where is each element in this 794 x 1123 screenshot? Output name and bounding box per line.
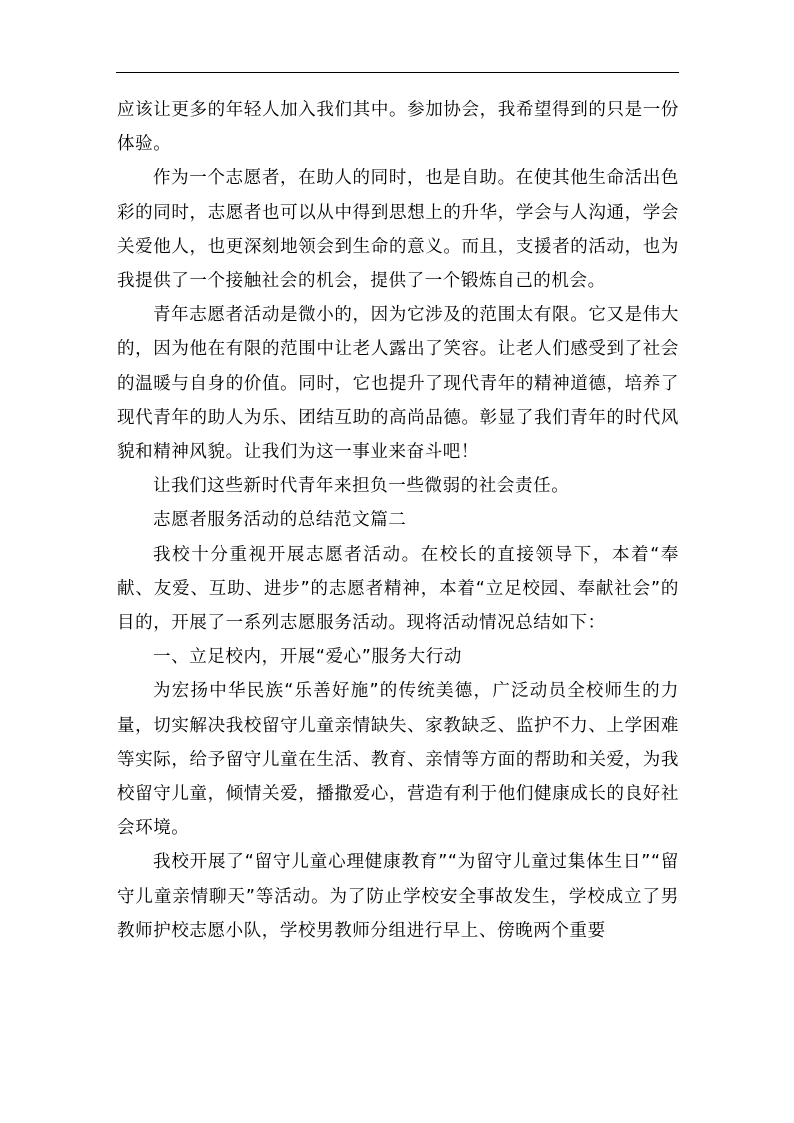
paragraph: 让我们这些新时代青年来担负一些微弱的社会责任。 xyxy=(153,476,570,497)
paragraph: 青年志愿者活动是微小的，因为它涉及的范围太有限。它又是伟大的，因为他在有限的范围中让老人露出了笑容。让老人们感受到了社会的温暖与自身的价值。同时，它也提升了现代青年的精神道德，培养了现代青年的助人为乐、团结互助的高尚品德。彰显了我们青年的时代风貌和精神风貌。让我们为这一事业来奋斗吧！ xyxy=(117,305,679,463)
document-body xyxy=(117,93,679,948)
header-rule xyxy=(116,72,679,73)
paragraph: 应该让更多的年轻人加入我们其中。参加协会，我希望得到的只是一份体验。 xyxy=(117,100,679,155)
section-heading: 志愿者服务活动的总结范文篇二 xyxy=(153,510,407,531)
paragraph: 作为一个志愿者，在助人的同时，也是自助。在使其他生命活出色彩的同时，志愿者也可以从中得到思想上的升华，学会与人沟通，学会关爱他人，也更深刻地领会到生命的意义。而且，支援者的活动，也为我提供了一个接触社会的机会，提供了一个锻炼自己的机会。 xyxy=(117,168,679,292)
subsection-heading: 一、立足校内，开展“爱心”服务大行动 xyxy=(153,647,462,668)
paragraph: 为宏扬中华民族“乐善好施”的传统美德，广泛动员全校师生的力量，切实解决我校留守儿童亲情缺失、家教缺乏、监护不力、上学困难等实际，给予留守儿童在生活、教育、亲情等方面的帮助和关爱，为我校留守儿童，倾情关爱，播撒爱心，营造有利于他们健康成长的良好社会环境。 xyxy=(117,681,679,839)
paragraph: 我校十分重视开展志愿者活动。在校长的直接领导下，本着“奉献、友爱、互助、进步”的志愿者精神，本着“立足校园、奉献社会”的目的，开展了一系列志愿服务活动。现将活动情况总结如下： xyxy=(117,544,679,634)
paragraph: 我校开展了“留守儿童心理健康教育”“为留守儿童过集体生日”“留守儿童亲情聊天”等活动。为了防止学校安全事故发生，学校成立了男教师护校志愿小队，学校男教师分组进行早上、傍晚两个重要 xyxy=(117,852,679,941)
